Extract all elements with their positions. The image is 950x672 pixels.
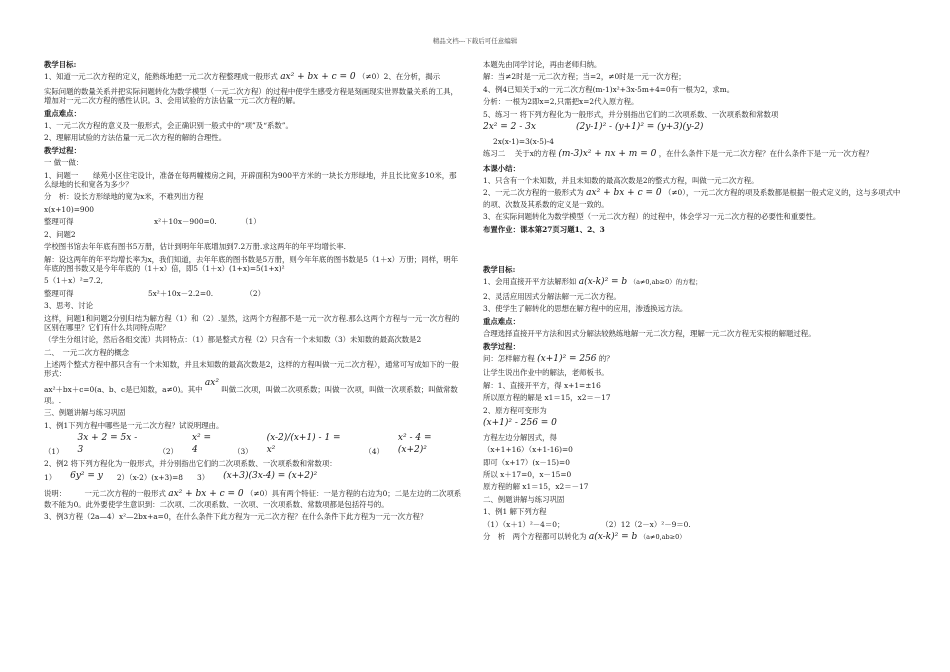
process-title: 教学过程： [44, 145, 81, 155]
exercise-eq-3: 2x(x-1)=3(x-5)-4 [493, 136, 554, 146]
process2-line-7: 即可（x+17）(x－15)=0 [483, 457, 570, 467]
quadratic-term: ax² [204, 377, 219, 388]
process2-line-3: 所以原方程的解是 x1＝15，x2＝－17 [483, 393, 611, 403]
ex1-item-3-eq: (x-2)/(x+1) - 1 = x² [266, 433, 341, 455]
process2-line-2: 解：1、直接开平方，得 x+1=±16 [483, 380, 601, 390]
goal2-1 [483, 277, 903, 288]
example2-eq: a(x-k)² = b [588, 532, 638, 543]
question-2-analysis: 解：设这两年的年平均增长率为x，我们知道，去年年底的图书数是5万册，则今年年底的图书数是5（1＋x）万册；同样，明年年底的图书数又是今年年底的（1＋x）倍，即5（1＋x）(1+x)=5(1+x)² [44, 254, 459, 273]
r-line-1: 本题先由同学讨论，再由老师归纳。 [483, 60, 602, 69]
examples-title: 三、例题讲解与练习巩固 [44, 408, 126, 418]
summary-2-b: （≠0），一元二次方程的项及系数都是根据一般式定义的，这与多项式中的项、次数及其系数的定义是一致的。 [483, 188, 901, 209]
question-2: 2、问题2 [44, 229, 76, 239]
goal-equation: ax² + bx + c = 0 [280, 72, 356, 83]
summary-1: 1、只含有一个未知数，并且未知数的最高次数是2的整式方程，叫做一元二次方程。 [483, 175, 759, 185]
std-label: 整理可得 [44, 217, 74, 227]
examples2-title: 二、例题讲解与练习巩固 [483, 494, 565, 504]
goal-condition: （≠0）2、在分析，揭示 [358, 72, 441, 82]
process2-line-5: 方程左边分解因式，得 [483, 432, 557, 442]
key-2: 2、理解用试验的方法估量一元二次方程的解的合理性。 [44, 133, 227, 143]
goal-title: 教学目标: [44, 60, 77, 69]
note-text-a: 一元二次方程的一般形式 [84, 488, 166, 498]
process2-q: 问：怎样解方程 [483, 354, 535, 363]
ex1-item-2-eq: x² = 4 [191, 433, 212, 455]
question-2-text: 学校图书馆去年年底有图书5万册，估计到明年年底增加到7.2万册.求这两年的年平均增长率. [44, 242, 347, 252]
left-column [44, 60, 462, 525]
r-line-4: 分析：一根为2即x=2,只需把x=2代入原方程。 [483, 97, 639, 107]
example-3: 3、例3方程（2a—4）x²—2bx+a=0，在什么条件下此方程为一元二次方程？在什么条件下此方程为一元一次方程？ [44, 512, 428, 522]
r-line-5: 5、练习一 将下列方程化为一般形式，并分别指出它们的二次项系数、一次项系数和常数项 [483, 109, 779, 119]
key2-title: 重点难点： [483, 316, 520, 326]
goal2-eq: a(x-k)² = b [578, 277, 628, 288]
summary-2-a: 2、一元二次方程的一般形式为 [483, 188, 584, 198]
exercise-2-eq: (m-3)x² + nx + m = 0 [558, 149, 657, 160]
process2-eq: (x+1)² = 256 [537, 354, 597, 364]
exercise-eq-2: (2y-1)² - (y+1)² = (y+3)(y-2) [575, 122, 704, 133]
process2-eq-2: (x+1)² - 256 = 0 [483, 418, 557, 429]
equation-number-2: （2） [245, 288, 265, 298]
question-1-standard [44, 217, 462, 226]
note-equation: ax² + bx + c = 0 [168, 488, 244, 499]
process2-q2: 的？ [598, 354, 614, 363]
example-1: 1、例1下列方程中哪些是一元二次方程？试说明理由。 [44, 420, 224, 430]
ex2-item-1-eq: 6y² = y [70, 471, 103, 482]
summary-2-eq: ax² + bx + c = 0 [586, 188, 662, 199]
section-1: 一 做一做： [44, 158, 84, 168]
note-label: 说明： [44, 488, 67, 498]
r-line-3: 4、例4已知关于x的一元二次方程(m-1)x²+3x-5m+4=0有一根为2，求m。 [483, 84, 735, 94]
std-equation-2: 5x²＋10x－2.2=0. [147, 288, 214, 298]
summary-2 [483, 188, 903, 209]
equation-number-1: （1） [241, 217, 261, 227]
process2-line-9: 原方程的解 x1＝15，x2＝－17 [483, 482, 589, 492]
summary-3: 3、在实际问题转化为数学模型（一元二次方程）的过程中，体会学习一元二次方程的必要性和重要性。 [483, 212, 821, 222]
key2-text: 合理选择直接开平方法和因式分解法较熟练地解一元二次方程，理解一元二次方程无实根的解题过程。 [483, 329, 816, 339]
summary-title: 本课小结： [483, 163, 520, 173]
right-column [483, 60, 903, 547]
ex1-item-3-label: （3） [233, 446, 253, 456]
concept-eq-label: ax²＋bx＋c=0(a、b、c是已知数，a≠0)。其中 [44, 384, 203, 394]
question-2-standard [44, 289, 462, 298]
key-title: 重点难点： [44, 108, 81, 118]
question-2-equation: 5（1＋x）²=7.2, [44, 276, 104, 286]
concept-title: 二、 一元二次方程的概念 [44, 347, 129, 357]
std-equation-1: x²＋10x－900=0. [153, 217, 217, 227]
process2-title: 教学过程： [483, 341, 520, 351]
note-text-b: （≠0）具有两个特征：一是方程的右边为0；二是左边的二次项系数不能为0。此外要使学生意识到：二次项、二次项系数、一次项、一次项系数、常数项都是包括符号的。 [44, 488, 462, 509]
goal2-2: 2、灵活应用因式分解法解一元二次方程。 [483, 291, 621, 301]
concept-definition [44, 377, 462, 406]
example2-analysis [483, 532, 903, 543]
question-1: 1、问题一 绿苑小区住宅设计，准备在每两幢楼房之间，开辟面积为900平方米的一块长方形绿地，并且长比宽多10米，那么绿地的长和宽各为多少？ [44, 170, 457, 189]
goal-1-continued: 实际问题的数量关系并把实际问题转化为数学模型（一元二次方程）的过程中使学生感受方程是刻画现实世界数量关系的工具，增加对一元二次方程的感性认识。3、会用试验的方法估量一元二次方程的解。 [44, 86, 458, 106]
ex2-item-3-eq: (x+3)(3x-4) = (x+2)² [223, 471, 318, 482]
goal2-3: 3、使学生了解转化的思想在解方程中的应用，渗透换远方法。 [483, 304, 688, 314]
example2-1: 1、例1 解下列方程 [483, 507, 547, 517]
note [44, 489, 462, 510]
ex2-item-2: 2）（x-2）(x+3)=8 [116, 473, 183, 483]
page-header: 精品文档---下载后可任意编辑 [432, 37, 518, 45]
process2-line-1: 让学生说出作业中的解法，老师板书。 [483, 368, 609, 378]
ex1-item-1-eq: 3x + 2 = 5x - 3 [77, 433, 138, 455]
ex2-item-3-label: 3） [197, 473, 210, 483]
goal-1 [44, 72, 462, 83]
section-3-note: （学生分组讨论，然后各组交流）共同特点：（1）都是整式方程（2）只含有一个未知数（3）未知数的最高次数是2 [44, 335, 422, 345]
ex1-item-4-label: （4） [364, 446, 384, 456]
question-1-analysis: 分 析：设长方形绿地的宽为x米，不难列出方程 [44, 192, 204, 202]
example-1-equations [44, 433, 462, 456]
goal2-1-b: （a≠0,ab≥0）的方程； [629, 278, 702, 287]
goal2-1-a: 1、会用直接开平方法解形如 [483, 277, 577, 287]
exercise-2-text: ，在什么条件下是一元二次方程？在什么条件下是一元一次方程？ [658, 149, 874, 159]
process2-line-8: 所以 x＋17=0，x－15=0 [483, 469, 572, 479]
section-3-text: 这样，问题1和问题2分别归结为解方程（1）和（2）.显然，这两个方程都不是一元一次方程.那么这两个方程与一元一次方程的区别在哪里？它们有什么共同特点呢？ [44, 313, 460, 332]
example-2-equations [44, 471, 462, 482]
std-label-2: 整理可得 [44, 288, 74, 298]
goal2-title: 教学目标: [483, 264, 516, 274]
question-1-equation: x(x+10)=900 [44, 204, 94, 214]
process2-line-4: 2、原方程可变形为 [483, 405, 547, 415]
exercise-1-equations [483, 122, 903, 133]
ex2-item-1-label: 1） [44, 473, 57, 483]
example2-cond: （a≠0,ab≥0） [639, 533, 686, 542]
r-line-2: 解：当≠2时是一元二次方程；当=2，≠0时是一元一次方程； [483, 72, 686, 82]
example2-analysis-text: 分 析 两个方程都可以转化为 [483, 532, 587, 542]
ex1-item-1-label: （1） [44, 446, 64, 456]
ex1-item-2-label: （2） [158, 446, 178, 456]
concept-text-2: 叫做二次项，叫做二次项系数；叫做一次项，叫做一次项系数；叫做常数项。. [44, 384, 458, 405]
ex1-item-4-eq: x² - 4 = (x+2)² [397, 433, 432, 455]
section-3: 3、思考、讨论 [44, 301, 94, 311]
key-1: 1、一元二次方程的意义及一般形式，会正确识别一般式中的“项”及“系数”。 [44, 121, 293, 130]
concept-text-1: 上述两个整式方程中都只含有一个未知数，并且未知数的最高次数是2，这样的方程叫做一元二次方程），通常可写成如下的一般形式： [44, 360, 459, 379]
homework: 布置作业：课本第27页习题1、2、3 [483, 224, 605, 234]
exercise-2 [483, 149, 903, 160]
exercise-2-label: 练习二 关于x的方程 [483, 149, 557, 159]
process2-question [483, 354, 903, 365]
exercise-eq-1: 2x² = 2 - 3x [483, 122, 536, 133]
process2-line-6: （x+1+16）（x+1-16)=0 [483, 445, 573, 455]
example2-items: （1）（x＋1）²－4＝0； （2）12（2－x）²－9＝0. [483, 519, 691, 529]
example-2: 2、例2 将下列方程化为一般形式，并分别指出它们的二次项系数、一次项系数和常数项： [44, 458, 337, 468]
goal-1-text: 1、知道一元二次方程的定义，能熟练地把一元二次方程整理成一般形式 [44, 72, 278, 82]
